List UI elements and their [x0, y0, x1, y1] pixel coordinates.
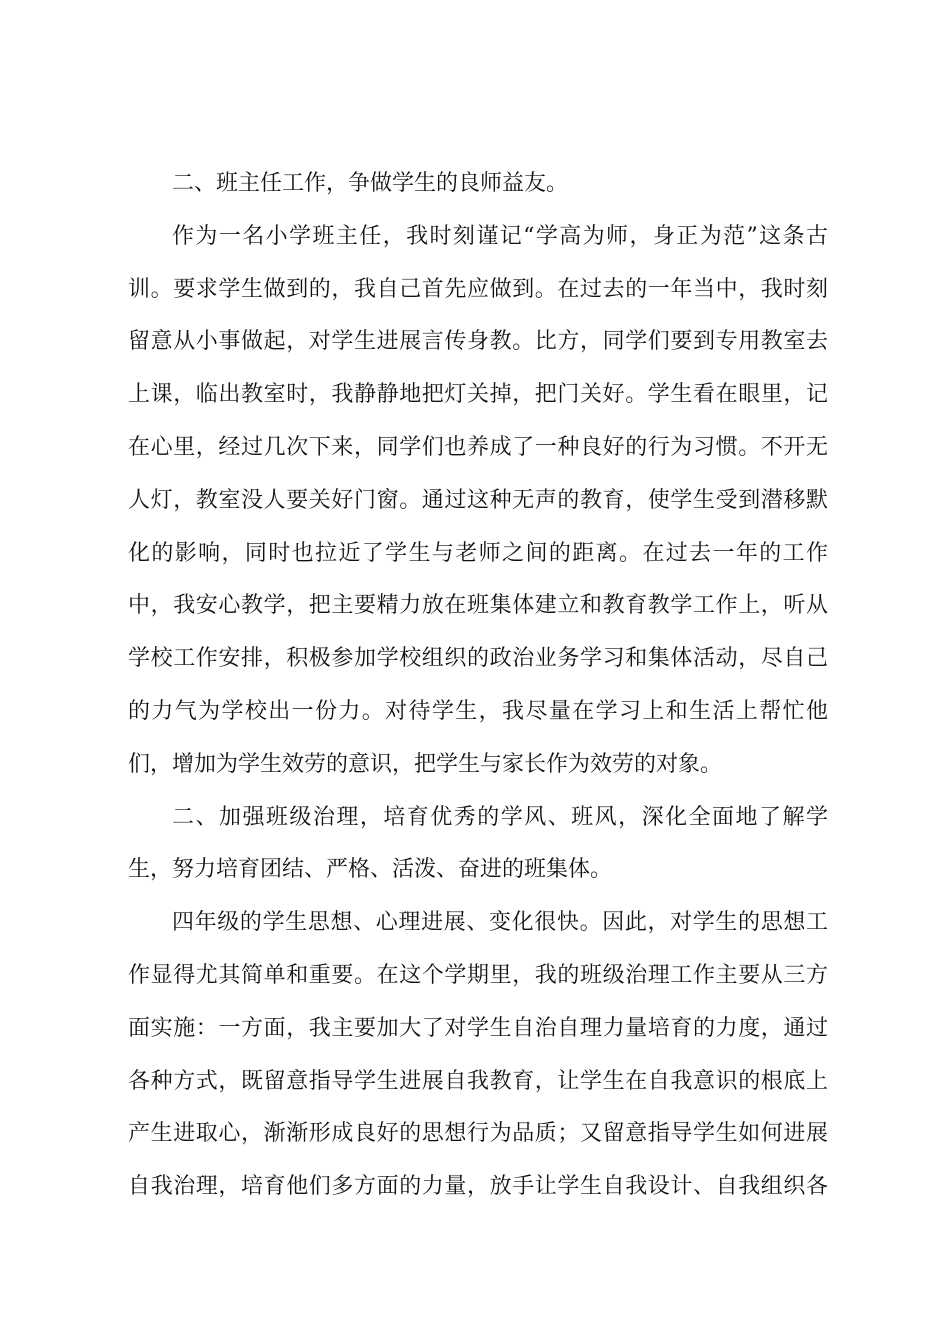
- text-line: 自我治理，培育他们多方面的力量，放手让学生自我设计、自我组织各: [128, 1174, 828, 1200]
- text-line: 作显得尤其简单和重要。在这个学期里，我的班级治理工作主要从三方: [128, 962, 828, 988]
- text-line: 中，我安心教学，把主要精力放在班集体建立和教育教学工作上，听从: [128, 593, 828, 619]
- document-body: [128, 158, 828, 1214]
- text-line: 四年级的学生思想、心理进展、变化很快。因此，对学生的思想工: [172, 910, 828, 936]
- paragraph-heading-class-management: [128, 792, 828, 898]
- text-line: 上课，临出教室时，我静静地把灯关掉，把门关好。学生看在眼里，记: [128, 382, 828, 408]
- text-line: 化的影响，同时也拉近了学生与老师之间的距离。在过去一年的工作: [128, 540, 828, 566]
- text-line: 留意从小事做起，对学生进展言传身教。比方，同学们要到专用教室去: [128, 329, 828, 355]
- text-line: 人灯，教室没人要关好门窗。通过这种无声的教育，使学生受到潜移默: [128, 487, 828, 513]
- text-line: 作为一名小学班主任，我时刻谨记“学高为师，身正为范”这条古: [172, 223, 828, 249]
- text-line: 面实施：一方面，我主要加大了对学生自治自理力量培育的力度，通过: [128, 1015, 828, 1041]
- text-line: 学校工作安排，积极参加学校组织的政治业务学习和集体活动，尽自己: [128, 646, 828, 672]
- text-line: 二、加强班级治理，培育优秀的学风、班风，深化全面地了解学: [172, 804, 828, 830]
- paragraph-class-teacher-example: [128, 211, 828, 792]
- text-line: 二、班主任工作，争做学生的良师益友。: [172, 171, 569, 196]
- text-line: 在心里，经过几次下来，同学们也养成了一种良好的行为习惯。不开无: [128, 434, 828, 460]
- text-line: 各种方式，既留意指导学生进展自我教育，让学生在自我意识的根底上: [128, 1068, 828, 1094]
- paragraph-heading-class-teacher: [128, 158, 828, 211]
- paragraph-grade-four-students: [128, 897, 828, 1214]
- text-line: 生，努力培育团结、严格、活泼、奋进的班集体。: [128, 857, 613, 883]
- text-line: 训。要求学生做到的，我自己首先应做到。在过去的一年当中，我时刻: [128, 276, 828, 302]
- text-line: 们，增加为学生效劳的意识，把学生与家长作为效劳的对象。: [128, 751, 723, 777]
- text-line: 的力气为学校出一份力。对待学生，我尽量在学习上和生活上帮忙他: [128, 698, 828, 724]
- text-line: 产生进取心，渐渐形成良好的思想行为品质；又留意指导学生如何进展: [128, 1121, 828, 1147]
